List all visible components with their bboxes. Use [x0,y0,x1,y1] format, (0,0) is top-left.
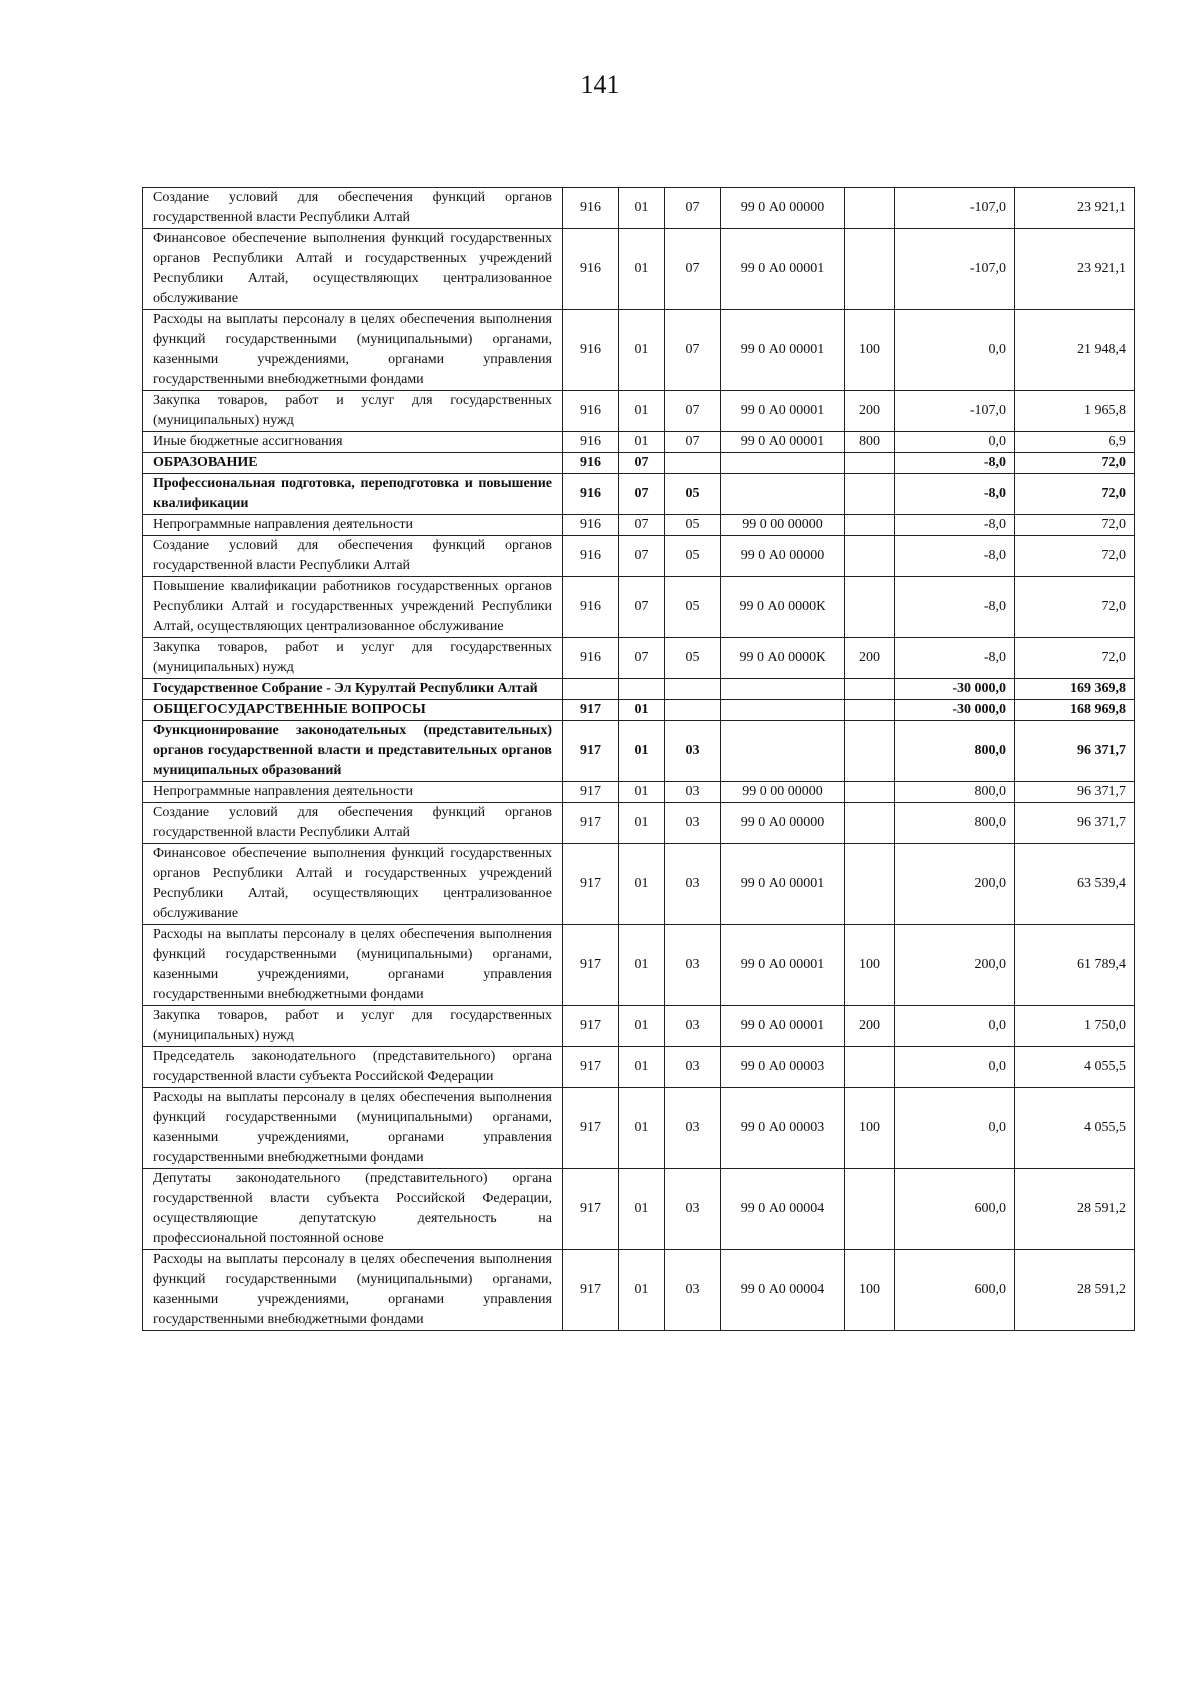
cell-subsection: 07 [665,229,721,310]
table-row [143,391,1135,432]
cell-target-article [721,453,845,474]
cell-total-amount: 61 789,4 [1015,925,1135,1006]
cell-change-amount: -107,0 [895,229,1015,310]
cell-name: Закупка товаров, работ и услуг для государственных (муниципальных) нужд [143,1006,563,1047]
cell-section: 07 [619,474,665,515]
cell-grbs: 916 [563,453,619,474]
cell-subsection: 03 [665,925,721,1006]
cell-expense-type [845,453,895,474]
cell-subsection: 03 [665,803,721,844]
cell-name: Создание условий для обеспечения функций органов государственной власти Республики Алтай [143,188,563,229]
cell-grbs: 916 [563,638,619,679]
cell-change-amount: -8,0 [895,453,1015,474]
cell-subsection: 05 [665,536,721,577]
cell-total-amount: 72,0 [1015,577,1135,638]
cell-change-amount: -8,0 [895,515,1015,536]
cell-expense-type: 100 [845,1250,895,1331]
cell-change-amount: 600,0 [895,1169,1015,1250]
cell-expense-type [845,782,895,803]
cell-target-article: 99 0 00 00000 [721,515,845,536]
cell-total-amount: 96 371,7 [1015,782,1135,803]
cell-section: 01 [619,1250,665,1331]
cell-name: Создание условий для обеспечения функций органов государственной власти Республики Алтай [143,803,563,844]
cell-target-article: 99 0 А0 00001 [721,925,845,1006]
cell-expense-type: 800 [845,432,895,453]
cell-expense-type: 100 [845,925,895,1006]
cell-section: 01 [619,1169,665,1250]
cell-section: 07 [619,515,665,536]
cell-total-amount: 63 539,4 [1015,844,1135,925]
cell-expense-type [845,474,895,515]
table-row [143,1047,1135,1088]
cell-grbs: 917 [563,1088,619,1169]
cell-total-amount: 72,0 [1015,638,1135,679]
cell-name: Иные бюджетные ассигнования [143,432,563,453]
cell-subsection [665,700,721,721]
cell-section: 07 [619,638,665,679]
cell-subsection: 03 [665,782,721,803]
cell-change-amount: 0,0 [895,1088,1015,1169]
cell-name: Создание условий для обеспечения функций органов государственной власти Республики Алтай [143,536,563,577]
cell-name: Финансовое обеспечение выполнения функций государственных органов Республики Алтай и государственных учреждений Республики Алтай, осуществляющих централизованное обслуживание [143,844,563,925]
cell-section [619,679,665,700]
cell-change-amount: -30 000,0 [895,700,1015,721]
cell-expense-type [845,803,895,844]
cell-section: 01 [619,188,665,229]
cell-expense-type [845,1047,895,1088]
cell-section: 01 [619,229,665,310]
cell-name: Функционирование законодательных (представительных) органов государственной власти и представительных органов муниципальных образований [143,721,563,782]
cell-grbs: 916 [563,188,619,229]
cell-grbs: 917 [563,721,619,782]
cell-name: Повышение квалификации работников государственных органов Республики Алтай и государственных учреждений Республики Алтай, осуществляющих централизованное обслуживание [143,577,563,638]
cell-subsection: 03 [665,1169,721,1250]
cell-subsection: 03 [665,1047,721,1088]
cell-name: Государственное Собрание - Эл Курултай Республики Алтай [143,679,563,700]
table-row [143,925,1135,1006]
cell-subsection: 03 [665,1088,721,1169]
cell-target-article: 99 0 А0 00000 [721,188,845,229]
table-row [143,229,1135,310]
cell-grbs: 917 [563,844,619,925]
cell-change-amount: 600,0 [895,1250,1015,1331]
cell-section: 07 [619,536,665,577]
cell-change-amount: 200,0 [895,925,1015,1006]
cell-change-amount: 0,0 [895,1047,1015,1088]
cell-expense-type: 200 [845,391,895,432]
cell-change-amount: -8,0 [895,577,1015,638]
cell-total-amount: 6,9 [1015,432,1135,453]
cell-subsection: 05 [665,474,721,515]
cell-target-article: 99 0 А0 0000К [721,577,845,638]
cell-expense-type: 100 [845,310,895,391]
cell-target-article: 99 0 А0 00000 [721,536,845,577]
cell-section: 01 [619,310,665,391]
cell-total-amount: 72,0 [1015,474,1135,515]
cell-expense-type: 200 [845,1006,895,1047]
cell-subsection [665,679,721,700]
cell-section: 01 [619,391,665,432]
cell-total-amount: 72,0 [1015,453,1135,474]
cell-total-amount: 28 591,2 [1015,1250,1135,1331]
cell-expense-type: 100 [845,1088,895,1169]
table-row [143,679,1135,700]
cell-grbs: 916 [563,391,619,432]
cell-name: Финансовое обеспечение выполнения функций государственных органов Республики Алтай и государственных учреждений Республики Алтай, осуществляющих централизованное обслуживание [143,229,563,310]
cell-total-amount: 23 921,1 [1015,229,1135,310]
cell-expense-type [845,844,895,925]
table-row [143,310,1135,391]
table-row [143,700,1135,721]
cell-grbs: 916 [563,432,619,453]
cell-change-amount: 0,0 [895,432,1015,453]
cell-name: Расходы на выплаты персоналу в целях обеспечения выполнения функций государственными (муниципальными) органами, казенными учреждениями, органами управления государственными внебюджетными фондами [143,1088,563,1169]
cell-target-article: 99 0 А0 00000 [721,803,845,844]
cell-name: ОБЩЕГОСУДАРСТВЕННЫЕ ВОПРОСЫ [143,700,563,721]
cell-change-amount: 800,0 [895,803,1015,844]
cell-expense-type [845,721,895,782]
cell-target-article: 99 0 А0 00004 [721,1169,845,1250]
cell-target-article: 99 0 А0 00001 [721,229,845,310]
cell-section: 01 [619,721,665,782]
table-row [143,638,1135,679]
cell-section: 01 [619,782,665,803]
cell-name: ОБРАЗОВАНИЕ [143,453,563,474]
cell-expense-type [845,536,895,577]
cell-section: 01 [619,1088,665,1169]
table-row [143,577,1135,638]
table-row [143,453,1135,474]
cell-expense-type [845,679,895,700]
cell-total-amount: 4 055,5 [1015,1047,1135,1088]
cell-change-amount: 0,0 [895,310,1015,391]
table-row [143,515,1135,536]
cell-total-amount: 23 921,1 [1015,188,1135,229]
cell-subsection: 03 [665,1006,721,1047]
cell-name: Закупка товаров, работ и услуг для государственных (муниципальных) нужд [143,391,563,432]
cell-name: Непрограммные направления деятельности [143,515,563,536]
cell-target-article: 99 0 А0 0000К [721,638,845,679]
cell-grbs: 916 [563,536,619,577]
cell-grbs: 916 [563,229,619,310]
cell-subsection: 07 [665,391,721,432]
cell-total-amount: 72,0 [1015,536,1135,577]
cell-expense-type [845,700,895,721]
cell-grbs: 917 [563,1169,619,1250]
table-row [143,474,1135,515]
cell-target-article [721,721,845,782]
page-number: 141 [580,70,620,99]
table-row [143,803,1135,844]
table-body [143,188,1135,1331]
cell-grbs: 917 [563,700,619,721]
table-row [143,188,1135,229]
cell-target-article: 99 0 А0 00003 [721,1047,845,1088]
table-row [143,1250,1135,1331]
table-row [143,721,1135,782]
cell-total-amount: 168 969,8 [1015,700,1135,721]
cell-target-article: 99 0 А0 00004 [721,1250,845,1331]
cell-name: Расходы на выплаты персоналу в целях обеспечения выполнения функций государственными (муниципальными) органами, казенными учреждениями, органами управления государственными внебюджетными фондами [143,1250,563,1331]
table-row [143,1169,1135,1250]
cell-total-amount: 21 948,4 [1015,310,1135,391]
cell-subsection: 07 [665,188,721,229]
cell-expense-type [845,1169,895,1250]
cell-subsection: 03 [665,844,721,925]
cell-section: 01 [619,700,665,721]
cell-total-amount: 72,0 [1015,515,1135,536]
cell-subsection: 05 [665,515,721,536]
cell-grbs: 916 [563,577,619,638]
cell-name: Депутаты законодательного (представительного) органа государственной власти субъекта Российской Федерации, осуществляющие депутатскую деятельность на профессиональной постоянной основе [143,1169,563,1250]
cell-change-amount: -107,0 [895,188,1015,229]
cell-expense-type [845,515,895,536]
cell-change-amount: 200,0 [895,844,1015,925]
cell-grbs: 916 [563,515,619,536]
cell-section: 01 [619,844,665,925]
cell-name: Председатель законодательного (представительного) органа государственной власти субъекта Российской Федерации [143,1047,563,1088]
cell-subsection: 05 [665,638,721,679]
cell-expense-type [845,577,895,638]
cell-section: 01 [619,925,665,1006]
cell-change-amount: -8,0 [895,536,1015,577]
cell-grbs: 916 [563,474,619,515]
cell-section: 01 [619,1006,665,1047]
cell-target-article: 99 0 А0 00001 [721,310,845,391]
cell-grbs: 917 [563,1250,619,1331]
cell-section: 01 [619,803,665,844]
cell-subsection: 07 [665,310,721,391]
cell-section: 07 [619,577,665,638]
table-row [143,432,1135,453]
cell-grbs: 917 [563,782,619,803]
cell-subsection: 03 [665,721,721,782]
cell-expense-type [845,229,895,310]
cell-grbs [563,679,619,700]
cell-name: Расходы на выплаты персоналу в целях обеспечения выполнения функций государственными (муниципальными) органами, казенными учреждениями, органами управления государственными внебюджетными фондами [143,310,563,391]
cell-change-amount: 800,0 [895,721,1015,782]
cell-grbs: 917 [563,803,619,844]
cell-total-amount: 28 591,2 [1015,1169,1135,1250]
cell-change-amount: -30 000,0 [895,679,1015,700]
cell-section: 01 [619,1047,665,1088]
cell-target-article [721,474,845,515]
cell-grbs: 917 [563,1006,619,1047]
cell-target-article: 99 0 00 00000 [721,782,845,803]
cell-subsection [665,453,721,474]
cell-name: Расходы на выплаты персоналу в целях обеспечения выполнения функций государственными (муниципальными) органами, казенными учреждениями, органами управления государственными внебюджетными фондами [143,925,563,1006]
cell-target-article: 99 0 А0 00001 [721,432,845,453]
cell-change-amount: -8,0 [895,638,1015,679]
cell-grbs: 917 [563,925,619,1006]
cell-target-article: 99 0 А0 00001 [721,391,845,432]
cell-subsection: 03 [665,1250,721,1331]
budget-table [142,187,1135,1331]
cell-total-amount: 96 371,7 [1015,803,1135,844]
cell-subsection: 05 [665,577,721,638]
cell-target-article: 99 0 А0 00001 [721,844,845,925]
table-row [143,536,1135,577]
table-row [143,1088,1135,1169]
cell-target-article [721,700,845,721]
cell-target-article: 99 0 А0 00003 [721,1088,845,1169]
cell-subsection: 07 [665,432,721,453]
cell-total-amount: 1 965,8 [1015,391,1135,432]
cell-change-amount: 0,0 [895,1006,1015,1047]
table-row [143,1006,1135,1047]
cell-target-article: 99 0 А0 00001 [721,1006,845,1047]
cell-change-amount: 800,0 [895,782,1015,803]
cell-total-amount: 96 371,7 [1015,721,1135,782]
cell-total-amount: 4 055,5 [1015,1088,1135,1169]
table-row [143,782,1135,803]
cell-total-amount: 169 369,8 [1015,679,1135,700]
cell-target-article [721,679,845,700]
cell-change-amount: -8,0 [895,474,1015,515]
cell-change-amount: -107,0 [895,391,1015,432]
cell-section: 07 [619,453,665,474]
cell-expense-type: 200 [845,638,895,679]
cell-name: Профессиональная подготовка, переподготовка и повышение квалификации [143,474,563,515]
cell-grbs: 917 [563,1047,619,1088]
cell-name: Непрограммные направления деятельности [143,782,563,803]
cell-total-amount: 1 750,0 [1015,1006,1135,1047]
cell-section: 01 [619,432,665,453]
cell-grbs: 916 [563,310,619,391]
cell-name: Закупка товаров, работ и услуг для государственных (муниципальных) нужд [143,638,563,679]
cell-expense-type [845,188,895,229]
table-row [143,844,1135,925]
